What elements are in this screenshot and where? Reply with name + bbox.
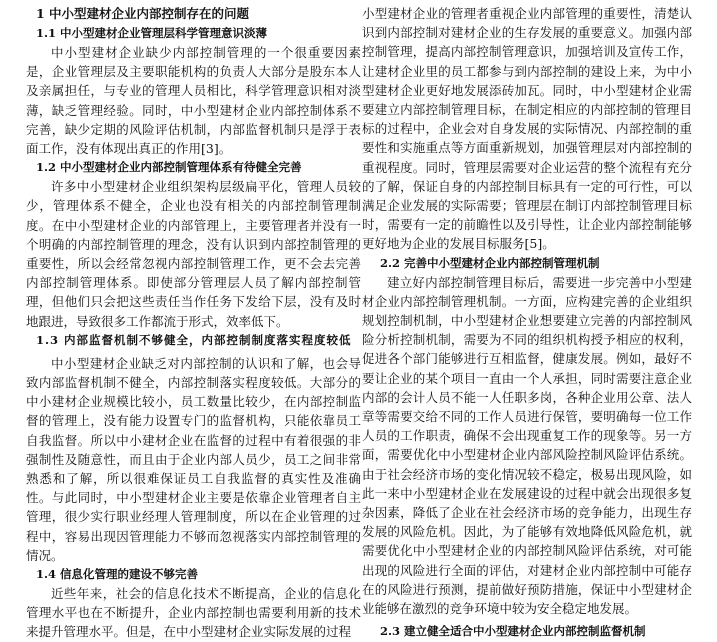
section-1-2-paragraph: 许多中小型建材企业组织架构层级扁平化，管理人员较少，管理体系不健全，企业也没有相关的内部控制管理制度。在中小型建材企业的内部管理上，主要管理者并没有一个明确的内部控制管理的理念，没有认识到内部控制管理的重要性，所以会经常忽视内部控制管理工作，更不会去完善内部控制管理体系。即使部分管理层人员了解内部控制管理，但他们只会把这些责任当作任务下发给下层，没有及时地跟进，导致很多工作都流于形式，效率低下。 (26, 179, 361, 329)
section-2-2-paragraph: 建立好内部控制管理目标后，需要进一步完善中小型建材企业内部控制管理机制。一方面，应构建完善的企业组织规划控制机制，中小型建材企业想要建立完善的内部控制风险分析控制机制，需要为不同的组织机构授予相应的权利，促进各个部门能够进行互相监督，健康发展。例如，最好不要让企业的某个项目一直由一个人承担，同时需要注意企业内部的会计人员不能一人任职多岗，各种企业用公章、法人章等需要交给不同的工作人员进行保管，要明确每一位工作人员的工作职责，确保不会出现重复工作的现象等。另一方面，需要优化中小型建材企业内部风险控制风险评估系统。由于社会经济市场的变化情况较不稳定，极易出现风险，如此一来中小型建材企业在发展建设的过程中就会出现很多复杂因素，降低了企业在社会经济市场的竞争能力，出现生存发展的风险危机。因此，为了能够有效地降低风险危机，就需要优化中小型建材企业的内部控制风险评估系统，对可能出现的风险进行全面的评估，对建材企业内部控制中可能存在的风险进行预测，提前做好预防措施，保证中小型建材企业能够在激烈的竞争环境中较为安全稳定地发展。 (362, 274, 692, 617)
section-1-3-heading: 1.3 内部监督机制不够健全，内部控制制度落实程度较低 (36, 332, 352, 347)
section-2-1-continued-paragraph: 小型建材企业的管理者重视企业内部管理的重要性，清楚认识到内部控制对建材企业的生存发展的重要意义。加强内部控制管理，提高内部控制管理意识，加强培训及宣传工作，让建材企业里的员工都参与到内部控制的建设上来，为中小型建材企业更好地发展添砖加瓦。同时，中小型建材企业需要建立内部控制管理目标，在制定相应的内部控制的管理目标的过程中，企业会对自身发展的实际情况、内部控制的重要性和实施重点等方面重新规划，加强管理层对内部控制的重视程度。同时，管理层需要对企业运营的整个流程有充分的了解，保证自身的内部控制目标具有一定的可行性，可以满足企业发展的实际需要；管理层在制订内部控制管理目标时，需要有一定的前瞻性以及引导性，让企业内部控制能够更好地为企业的发展目标服务[5]。 (362, 6, 692, 252)
section-1-4-paragraph: 近些年来，社会的信息化技术不断提高，企业的信息化管理水平也在不断提升，企业内部控制也需要利用新的技术来提升管理水平。但是，在中小型建材企业实际发展的过程 (26, 586, 361, 640)
section-1-1-paragraph: 中小型建材企业缺少内部控制管理的一个很重要因素是，企业管理层及主要职能机构的负责人大部分是股东本人及亲属担任，与专业的管理人员相比，科学管理意识相对淡薄，缺乏管理经验。同时，中小型建材企业内部控制体系不完善，缺少定期的风险评估机制，内部监督机制只是浮于表面工作，没有体现出真正的作用[3]。 (26, 45, 361, 157)
left-column (26, 4, 361, 642)
section-1-3-paragraph: 中小型建材企业缺乏对内部控制的认识和了解，也会导致内部监督机制不健全，内部控制落实程度较低。大部分的中小建材企业规模比较小，员工数量比较少，在内部控制监督的管理上，没有能力设置专门的监督机构，只能依靠员工自我监督。所以中小建材企业在监督的过程中有着很强的非强制性及随意性，而且由于企业内部人员少，员工之间非常熟悉和了解，所以很难保证员工自我监督的真实性及准确性。与此同时，中小型建材企业主要是依靠企业管理者自主管理，很少实行职业经理人管理制度，所以在企业管理的过程中，容易出现因管理能力不够而忽视落实内部控制管理的情况。 (26, 355, 361, 563)
section-1-1-heading: 1.1 中小型建材企业管理层科学管理意识淡薄 (36, 26, 268, 40)
section-1-4-heading: 1.4 信息化管理的建设不够完善 (36, 567, 199, 582)
section-1-heading: 1 中小型建材企业内部控制存在的问题 (36, 6, 250, 21)
right-column (362, 4, 692, 639)
section-2-2-heading: 2.2 完善中小型建材企业内部控制管理机制 (380, 255, 600, 270)
section-1-2-heading: 1.2 中小型建材企业内部控制管理体系有待健全完善 (36, 160, 302, 175)
section-2-3-heading: 2.3 建立健全适合中小型建材企业内部控制监督机制 (380, 624, 646, 639)
